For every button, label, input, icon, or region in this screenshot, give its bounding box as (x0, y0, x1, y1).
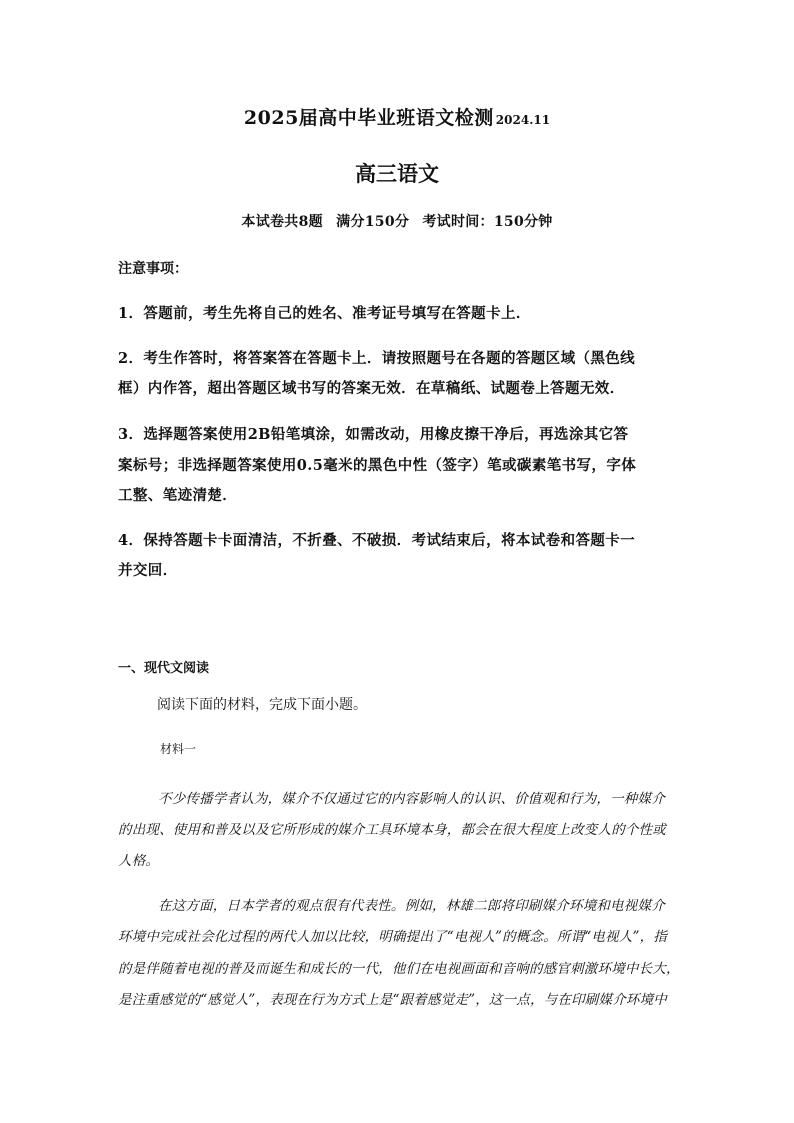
reading-instruction: 阅读下面的材料，完成下面小题。 (157, 697, 367, 713)
material-line: 在这方面，日本学者的观点很有代表性。例如，林雄二郎将印刷媒介环境和电视媒介 (158, 898, 665, 914)
question-count: 本试卷共8题 (241, 214, 323, 230)
notice-line: 1．答题前，考生先将自己的姓名、准考证号填写在答题卡上． (118, 305, 531, 322)
material-line: 环境中完成社会化过程的两代人加以比较，明确提出了“电视人”的概念。所谓“电视人”，指 (118, 929, 668, 945)
notice-line: 2．考生作答时，将答案答在答题卡上．请按照题号在各题的答题区域（黑色线 (118, 350, 636, 367)
section-heading: 一、现代文阅读 (118, 661, 210, 676)
subject-title: 高三语文 (355, 161, 439, 186)
notice-line: 并交回． (118, 562, 178, 579)
exam-date: 2024.11 (495, 113, 551, 127)
notice-heading: 注意事项： (118, 261, 188, 277)
notice-line: 案标号；非选择题答案使用0.5毫米的黑色中性（签字）笔或碳素笔书写，字体 (118, 457, 637, 474)
notice-line: 4．保持答题卡卡面清洁，不折叠、不破损．考试结束后，将本试卷和答题卡一 (118, 532, 636, 549)
exam-info-line (0, 211, 794, 231)
material-label: 材料一 (160, 742, 197, 756)
full-score: 满分150分 (336, 214, 410, 230)
notice-line: 工整、笔迹清楚． (118, 487, 238, 504)
exam-duration: 考试时间：150分钟 (422, 214, 553, 230)
exam-title: 2025届高中毕业班语文检测 (243, 107, 494, 129)
notice-line: 3．选择题答案使用2B铅笔填涂，如需改动，用橡皮擦干净后，再选涂其它答 (118, 426, 629, 443)
material-line: 的出现、使用和普及以及它所形成的媒介工具环境本身，都会在很大程度上改变人的个性或 (118, 822, 666, 838)
material-line: 人格。 (118, 853, 160, 869)
notice-line: 框）内作答，超出答题区域书写的答案无效．在草稿纸、试题卷上答题无效． (118, 380, 625, 397)
material-line: 的是伴随着电视的普及而诞生和成长的一代，他们在电视画面和音响的感官刺激环境中长大， (118, 961, 680, 977)
material-line: 不少传播学者认为，媒介不仅通过它的内容影响人的认识、价值观和行为，一种媒介 (158, 791, 665, 807)
exam-title-block (0, 103, 794, 130)
material-line: 是注重感觉的“感觉人”，表现在行为方式上是“跟着感觉走”，这一点，与在印刷媒介环境中 (118, 992, 668, 1008)
